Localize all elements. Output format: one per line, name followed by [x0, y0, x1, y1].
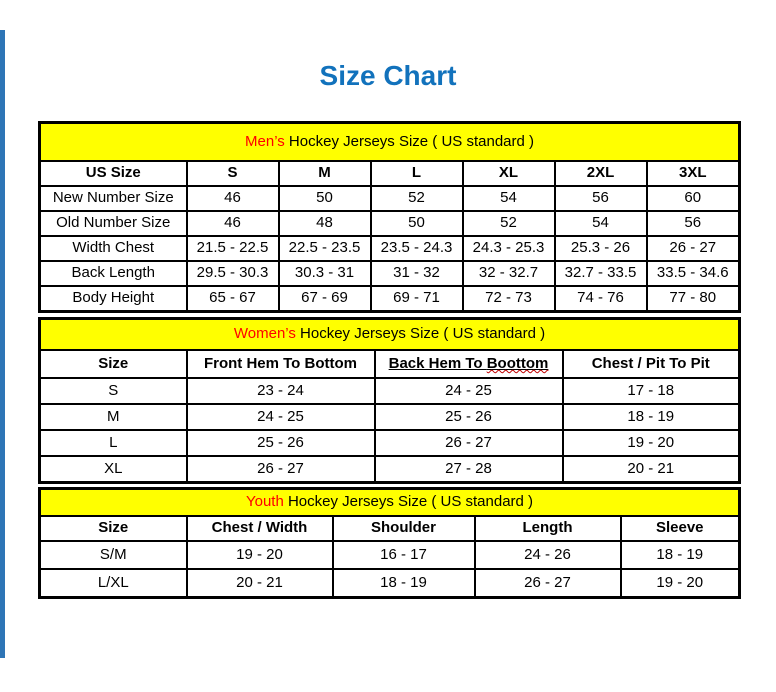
mens-cell: 77 - 80 [647, 286, 740, 312]
womens-cell: 24 - 25 [375, 378, 563, 404]
table-row [40, 456, 740, 483]
table-row [40, 569, 740, 598]
mens-cell: 29.5 - 30.3 [187, 261, 279, 286]
mens-cell: 50 [371, 211, 463, 236]
mens-size-table [38, 121, 741, 313]
mens-col-header: XL [463, 161, 555, 186]
left-accent-bar [0, 30, 5, 658]
mens-section-header [40, 123, 740, 162]
back-hem-misspelled-word: Boottom [486, 354, 549, 372]
youth-col-header: Sleeve [621, 516, 740, 541]
mens-col-header: S [187, 161, 279, 186]
mens-cell: 48 [279, 211, 371, 236]
youth-section-highlight: Youth [245, 493, 284, 511]
youth-section-header [40, 489, 740, 517]
youth-cell: 20 - 21 [187, 569, 333, 598]
mens-cell: 24.3 - 25.3 [463, 236, 555, 261]
table-row [40, 186, 740, 211]
youth-cell: 18 - 19 [333, 569, 475, 598]
mens-cell: 65 - 67 [187, 286, 279, 312]
size-chart-tables [38, 121, 738, 599]
youth-cell: 19 - 20 [187, 541, 333, 569]
womens-section-title-rest: Hockey Jerseys Size ( US standard ) [295, 325, 546, 343]
womens-row-label: XL [40, 456, 187, 483]
mens-row-label: Old Number Size [40, 211, 187, 236]
mens-cell: 50 [279, 186, 371, 211]
mens-section-highlight: Men’s [245, 132, 285, 150]
mens-cell: 56 [647, 211, 740, 236]
womens-size-table [38, 317, 741, 484]
youth-size-table [38, 487, 741, 599]
mens-col-header: 2XL [555, 161, 647, 186]
mens-cell: 26 - 27 [647, 236, 740, 261]
womens-col-header: Size [40, 350, 187, 378]
womens-columns-row [40, 350, 740, 378]
womens-cell: 26 - 27 [375, 430, 563, 456]
mens-section-header-row [40, 123, 740, 162]
mens-cell: 52 [463, 211, 555, 236]
mens-col-header: M [279, 161, 371, 186]
womens-cell: 17 - 18 [563, 378, 740, 404]
table-row [40, 286, 740, 312]
youth-cell: 19 - 20 [621, 569, 740, 598]
mens-cell: 30.3 - 31 [279, 261, 371, 286]
womens-section-header-row [40, 319, 740, 351]
mens-cell: 32.7 - 33.5 [555, 261, 647, 286]
mens-row-label: New Number Size [40, 186, 187, 211]
back-hem-prefix: Back Hem To [388, 354, 487, 372]
mens-cell: 56 [555, 186, 647, 211]
womens-cell: 25 - 26 [187, 430, 375, 456]
mens-cell: 21.5 - 22.5 [187, 236, 279, 261]
mens-cell: 22.5 - 23.5 [279, 236, 371, 261]
mens-cell: 23.5 - 24.3 [371, 236, 463, 261]
mens-cell: 31 - 32 [371, 261, 463, 286]
page-title: Size Chart [319, 60, 457, 91]
mens-row-label: Width Chest [40, 236, 187, 261]
mens-cell: 74 - 76 [555, 286, 647, 312]
mens-col-header: L [371, 161, 463, 186]
womens-section-header [40, 319, 740, 351]
mens-row-label: Body Height [40, 286, 187, 312]
youth-cell: 16 - 17 [333, 541, 475, 569]
mens-row-label: Back Length [40, 261, 187, 286]
mens-cell: 46 [187, 211, 279, 236]
womens-row-label: M [40, 404, 187, 430]
youth-cell: 18 - 19 [621, 541, 740, 569]
womens-row-label: S [40, 378, 187, 404]
youth-col-header: Shoulder [333, 516, 475, 541]
youth-col-header: Length [475, 516, 621, 541]
womens-row-label: L [40, 430, 187, 456]
womens-cell: 24 - 25 [187, 404, 375, 430]
mens-cell: 52 [371, 186, 463, 211]
womens-cell: 23 - 24 [187, 378, 375, 404]
table-row [40, 430, 740, 456]
mens-cell: 72 - 73 [463, 286, 555, 312]
womens-cell: 20 - 21 [563, 456, 740, 483]
mens-columns-row [40, 161, 740, 186]
womens-col-header: Front Hem To Bottom [187, 350, 375, 378]
womens-cell: 25 - 26 [375, 404, 563, 430]
table-row [40, 378, 740, 404]
youth-col-header: Chest / Width [187, 516, 333, 541]
mens-cell: 54 [555, 211, 647, 236]
mens-cell: 69 - 71 [371, 286, 463, 312]
mens-cell: 67 - 69 [279, 286, 371, 312]
mens-cell: 46 [187, 186, 279, 211]
womens-cell: 18 - 19 [563, 404, 740, 430]
youth-cell: 24 - 26 [475, 541, 621, 569]
womens-col-header: Chest / Pit To Pit [563, 350, 740, 378]
table-row [40, 404, 740, 430]
womens-cell: 26 - 27 [187, 456, 375, 483]
table-row [40, 236, 740, 261]
youth-row-label: L/XL [40, 569, 187, 598]
mens-cell: 33.5 - 34.6 [647, 261, 740, 286]
mens-col-header: 3XL [647, 161, 740, 186]
womens-cell: 27 - 28 [375, 456, 563, 483]
table-row [40, 261, 740, 286]
womens-cell: 19 - 20 [563, 430, 740, 456]
youth-row-label: S/M [40, 541, 187, 569]
mens-col-header: US Size [40, 161, 187, 186]
mens-cell: 25.3 - 26 [555, 236, 647, 261]
mens-section-title-rest: Hockey Jerseys Size ( US standard ) [284, 132, 535, 150]
youth-section-header-row [40, 489, 740, 517]
table-row [40, 211, 740, 236]
youth-col-header: Size [40, 516, 187, 541]
youth-section-title-rest: Hockey Jerseys Size ( US standard ) [283, 493, 534, 511]
youth-cell: 26 - 27 [475, 569, 621, 598]
youth-columns-row [40, 516, 740, 541]
womens-col-header [375, 350, 563, 378]
table-row [40, 541, 740, 569]
mens-cell: 60 [647, 186, 740, 211]
mens-cell: 54 [463, 186, 555, 211]
mens-cell: 32 - 32.7 [463, 261, 555, 286]
womens-section-highlight: Women’s [233, 325, 296, 343]
